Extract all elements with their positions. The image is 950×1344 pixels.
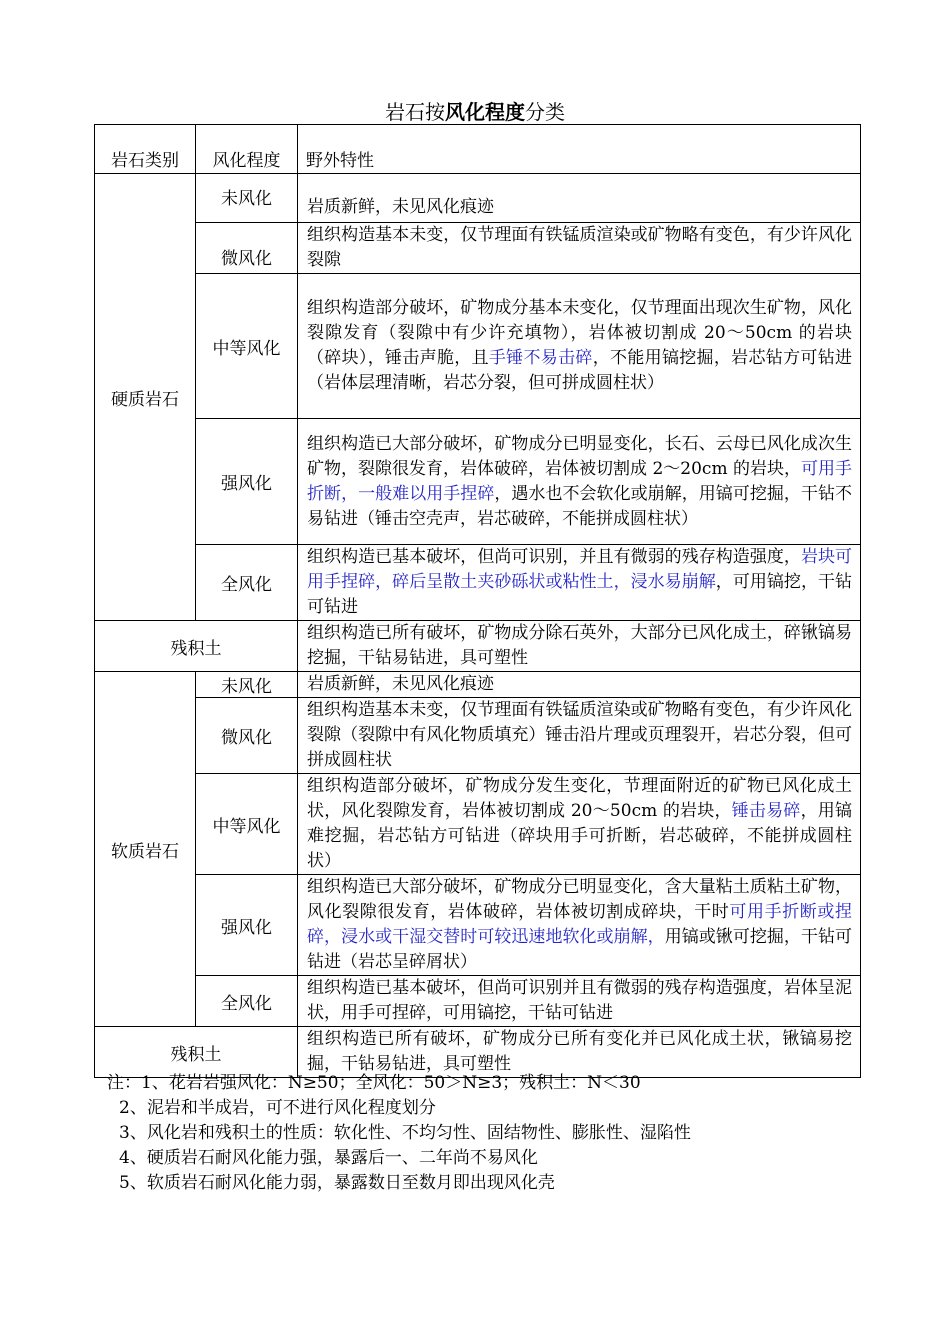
note-line: 注：1、花岩岩强风化：N≥50；全风化：50＞N≥3；残积土：N＜30: [107, 1073, 641, 1093]
table-row: [95, 174, 861, 223]
note-line: 2、泥岩和半成岩，可不进行风化程度划分: [119, 1098, 436, 1118]
field-characteristics: 组织构造部分破坏，矿物成分发生变化，节理面附近的矿物已风化成土状，风化裂隙发育，岩体被切割成 20～50cm 的岩块，锤击易碎，用镐难挖掘，岩芯钻方可钻进（碎块用手可折断，岩芯破碎，不能拼成圆柱状）: [298, 774, 861, 875]
weathering-table: [94, 124, 861, 1078]
weathering-degree: 微风化: [196, 223, 298, 274]
weathering-degree: 未风化: [196, 174, 298, 223]
table-row: [95, 419, 861, 545]
notes: [107, 1071, 691, 1196]
header-weathering-degree: 风化程度: [196, 125, 298, 174]
table-row: [95, 698, 861, 774]
table-row: [95, 621, 861, 672]
table-header-row: [95, 125, 861, 174]
weathering-degree: 中等风化: [196, 274, 298, 419]
field-characteristics: 岩质新鲜，未见风化痕迹: [298, 174, 861, 223]
note-line: 5、软质岩石耐风化能力弱，暴露数日至数月即出现风化壳: [119, 1173, 555, 1193]
weathering-degree: 未风化: [196, 672, 298, 698]
field-characteristics: 组织构造基本未变，仅节理面有铁锰质渲染或矿物略有变色，有少许风化裂隙（裂隙中有风化物质填充）锤击沿片理或页理裂开，岩芯分裂，但可拼成圆柱状: [298, 698, 861, 774]
table-row: [95, 774, 861, 875]
weathering-degree: 中等风化: [196, 774, 298, 875]
highlight-text: 岩块可用手捏碎，碎后呈散土夹砂砾状或粘性土，浸水易崩解: [307, 547, 853, 592]
field-characteristics: 组织构造已大部分破坏，矿物成分已明显变化，长石、云母已风化成次生矿物，裂隙很发育，岩体破碎，岩体被切割成 2～20cm 的岩块，可用手折断，一般难以用手捏碎，遇水也不会软化或崩解，用镐可挖掘，干钻不易钻进（锤击空壳声，岩芯破碎，不能拼成圆柱状）: [298, 419, 861, 545]
table-row: [95, 1027, 861, 1078]
table-row: [95, 274, 861, 419]
page-title: 岩石按风化程度分类: [385, 100, 565, 124]
table-row: [95, 223, 861, 274]
table-row: [95, 545, 861, 621]
highlight-text: 锤击易碎: [731, 801, 801, 821]
header-field-characteristics: 野外特性: [298, 125, 861, 174]
note-line: 4、硬质岩石耐风化能力强，暴露后一、二年尚不易风化: [119, 1148, 538, 1168]
field-characteristics: 组织构造已基本破坏，但尚可识别，并且有微弱的残存构造强度，岩块可用手捏碎，碎后呈散土夹砂砾状或粘性土，浸水易崩解，可用镐挖，干钻可钻进: [298, 545, 861, 621]
field-characteristics: 组织构造已大部分破坏，矿物成分已明显变化，含大量粘土质粘土矿物，风化裂隙很发育，岩体破碎，岩体被切割成碎块，干时可用手折断或捏碎，浸水或干湿交替时可较迅速地软化或崩解，用镐或锹可挖掘，干钻可钻进（岩芯呈碎屑状）: [298, 875, 861, 976]
field-characteristics: 组织构造已所有破坏，矿物成分已所有变化并已风化成土状，锹镐易挖掘，干钻易钻进，具可塑性: [298, 1027, 861, 1078]
header-rock-category: 岩石类别: [95, 125, 196, 174]
weathering-degree: 全风化: [196, 976, 298, 1027]
note-line: 3、风化岩和残积土的性质：软化性、不均匀性、固结物性、膨胀性、湿陷性: [119, 1123, 691, 1143]
weathering-degree: 强风化: [196, 419, 298, 545]
field-characteristics: 组织构造已基本破坏，但尚可识别并且有微弱的残存构造强度，岩体呈泥状，用手可捏碎，可用镐挖，干钻可钻进: [298, 976, 861, 1027]
highlight-text: 可用手折断，一般难以用手捏碎: [307, 458, 852, 504]
field-characteristics: 岩质新鲜，未见风化痕迹: [298, 672, 861, 698]
field-characteristics: 组织构造基本未变，仅节理面有铁锰质渲染或矿物略有变色，有少许风化裂隙: [298, 223, 861, 274]
soft-rock-category: 软质岩石: [95, 672, 196, 1027]
weathering-degree: 全风化: [196, 545, 298, 621]
highlight-text: 可用手折断或捏碎，浸水或干湿交替时可较迅速地软化或崩解，: [307, 902, 853, 947]
table-row: [95, 875, 861, 976]
weathering-degree: 微风化: [196, 698, 298, 774]
hard-rock-category: 硬质岩石: [95, 174, 196, 621]
highlight-text: 手锤不易击碎: [488, 348, 593, 368]
field-characteristics: 组织构造部分破坏，矿物成分基本未变化，仅节理面出现次生矿物，风化裂隙发育（裂隙中有少许充填物），岩体被切割成 20～50cm 的岩块（碎块），锤击声脆，且手锤不易击碎，不能用镐挖掘，岩芯钻方可钻进（岩体层理清晰，岩芯分裂，但可拼成圆柱状）: [298, 274, 861, 419]
table-row: [95, 976, 861, 1027]
table-row: [95, 672, 861, 698]
field-characteristics: 组织构造已所有破坏，矿物成分除石英外，大部分已风化成土，碎锹镐易挖掘，干钻易钻进，具可塑性: [298, 621, 861, 672]
residual-soil-label: 残积土: [95, 621, 298, 672]
residual-soil-label: 残积土: [95, 1027, 298, 1078]
weathering-degree: 强风化: [196, 875, 298, 976]
